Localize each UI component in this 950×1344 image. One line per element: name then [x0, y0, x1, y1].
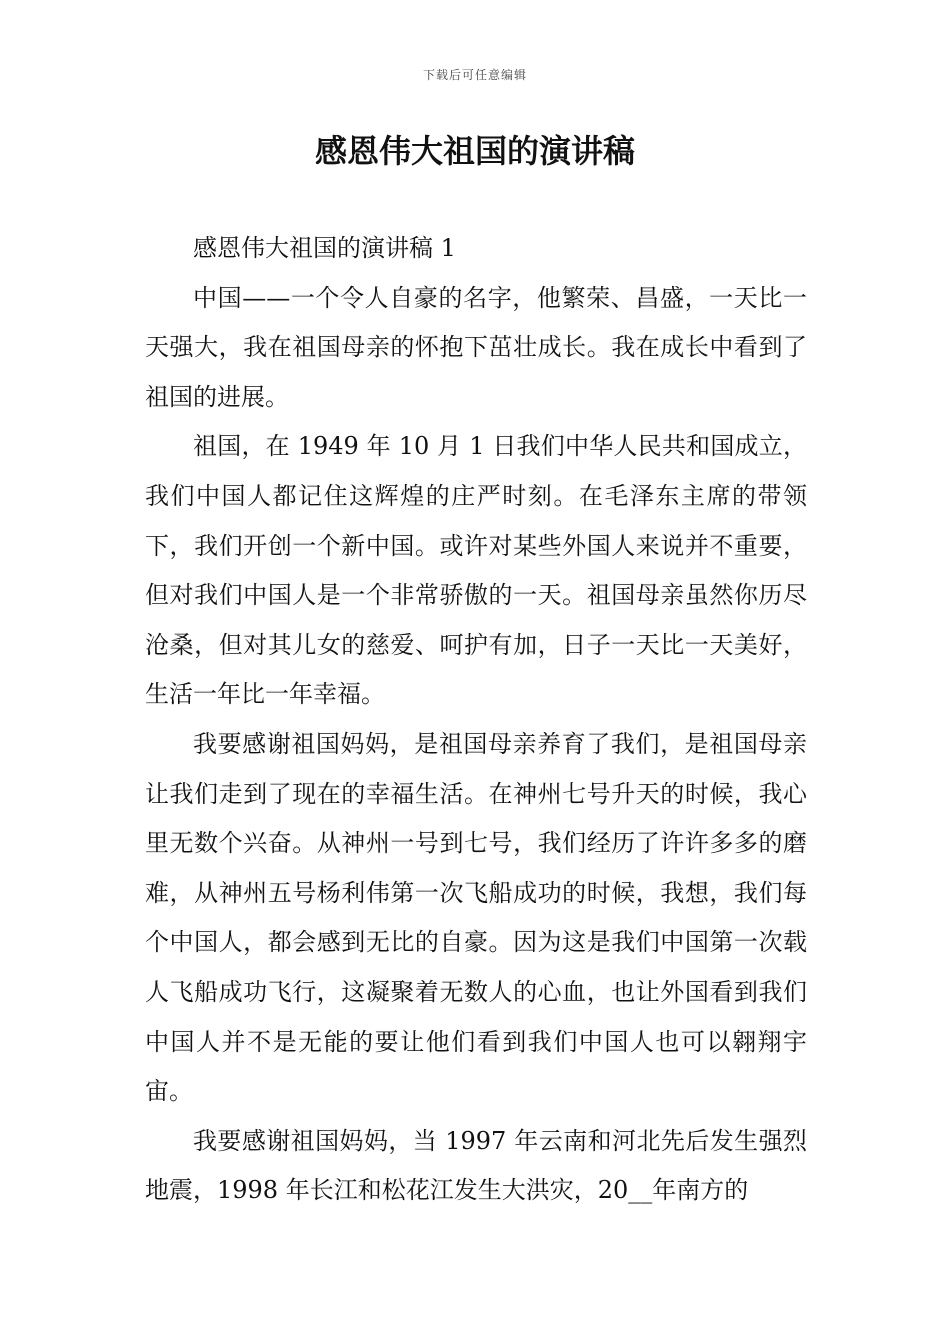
paragraph-4: 我要感谢祖国妈妈，当 1997 年云南和河北先后发生强烈地震，1998 年长江和松花江发生大洪灾，20__年南方的: [145, 1126, 807, 1205]
header-note: 下载后可任意编辑: [422, 68, 527, 82]
paragraph-1: 中国——一个令人自豪的名字，他繁荣、昌盛，一天比一天强大，我在祖国母亲的怀抱下茁壮成长。我在成长中看到了祖国的进展。: [145, 283, 807, 411]
section-subtitle: 感恩伟大祖国的演讲稿 1: [193, 234, 456, 262]
paragraph-3: 我要感谢祖国妈妈，是祖国母亲养育了我们，是祖国母亲让我们走到了现在的幸福生活。在神州七号升天的时候，我心里无数个兴奋。从神州一号到七号，我们经历了许许多多的磨难，从神州五号杨利伟第一次飞船成功的时候，我想，我们每个中国人，都会感到无比的自豪。因为这是我们中国第一次载人飞船成功飞行，这凝聚着无数人的心血，也让外国看到我们中国人并不是无能的要让他们看到我们中国人也可以翱翔宇宙。: [145, 729, 807, 1106]
document-title: 感恩伟大祖国的演讲稿: [314, 132, 635, 170]
paragraph-2: 祖国，在 1949 年 10 月 1 日我们中华人民共和国成立，我们中国人都记住这辉煌的庄严时刻。在毛泽东主席的带领下，我们开创一个新中国。或许对某些外国人来说并不重要，但对我们中国人是一个非常骄傲的一天。祖国母亲虽然你历尽沧桑，但对其儿女的慈爱、呵护有加，日子一天比一天美好，生活一年比一年幸福。: [145, 432, 807, 709]
document-body: [145, 224, 807, 1216]
